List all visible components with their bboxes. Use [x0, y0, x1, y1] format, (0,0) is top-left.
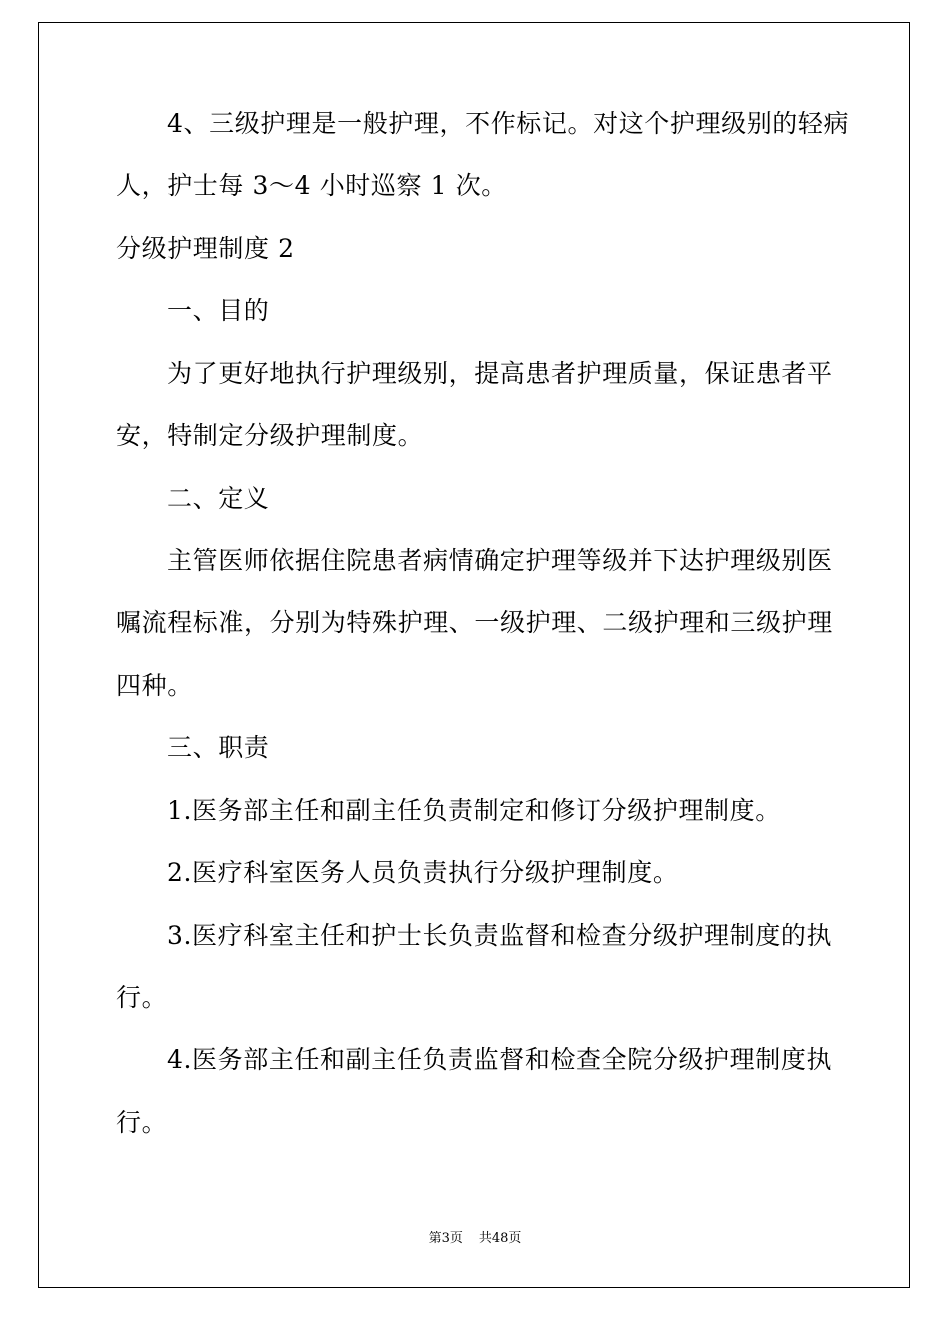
- page-number-current: 第3页: [428, 1231, 463, 1246]
- paragraph-line: 主管医师依据住院患者病情确定护理等级并下达护理级别医: [167, 546, 833, 575]
- paragraph-line: 4、三级护理是一般护理，不作标记。对这个护理级别的轻病: [167, 109, 850, 138]
- heading-duties: 三、职责: [167, 733, 270, 762]
- paragraph-line: 安，特制定分级护理制度。: [116, 421, 424, 450]
- paragraph-line: 人，护士每 3～4 小时巡察 1 次。: [116, 171, 507, 200]
- heading-purpose: 一、目的: [167, 296, 270, 325]
- list-item: 2.医疗科室医务人员负责执行分级护理制度。: [167, 858, 679, 887]
- paragraph-line: 四种。: [116, 671, 193, 700]
- list-item-continuation: 行。: [116, 1108, 168, 1137]
- paragraph-line: 为了更好地执行护理级别，提高患者护理质量，保证患者平: [167, 359, 833, 388]
- paragraph-line: 嘱流程标准，分别为特殊护理、一级护理、二级护理和三级护理: [116, 608, 833, 637]
- heading-definition: 二、定义: [167, 484, 270, 513]
- page-frame: [38, 22, 910, 1288]
- section-title: 分级护理制度 2: [116, 234, 295, 263]
- list-item: 1.医务部主任和副主任负责制定和修订分级护理制度。: [167, 796, 781, 825]
- page-number-total: 共48页: [478, 1231, 522, 1246]
- list-item: 4.医务部主任和副主任负责监督和检查全院分级护理制度执: [167, 1045, 833, 1074]
- list-item: 3.医疗科室主任和护士长负责监督和检查分级护理制度的执: [167, 921, 833, 950]
- list-item-continuation: 行。: [116, 983, 168, 1012]
- page-footer: [0, 1231, 950, 1247]
